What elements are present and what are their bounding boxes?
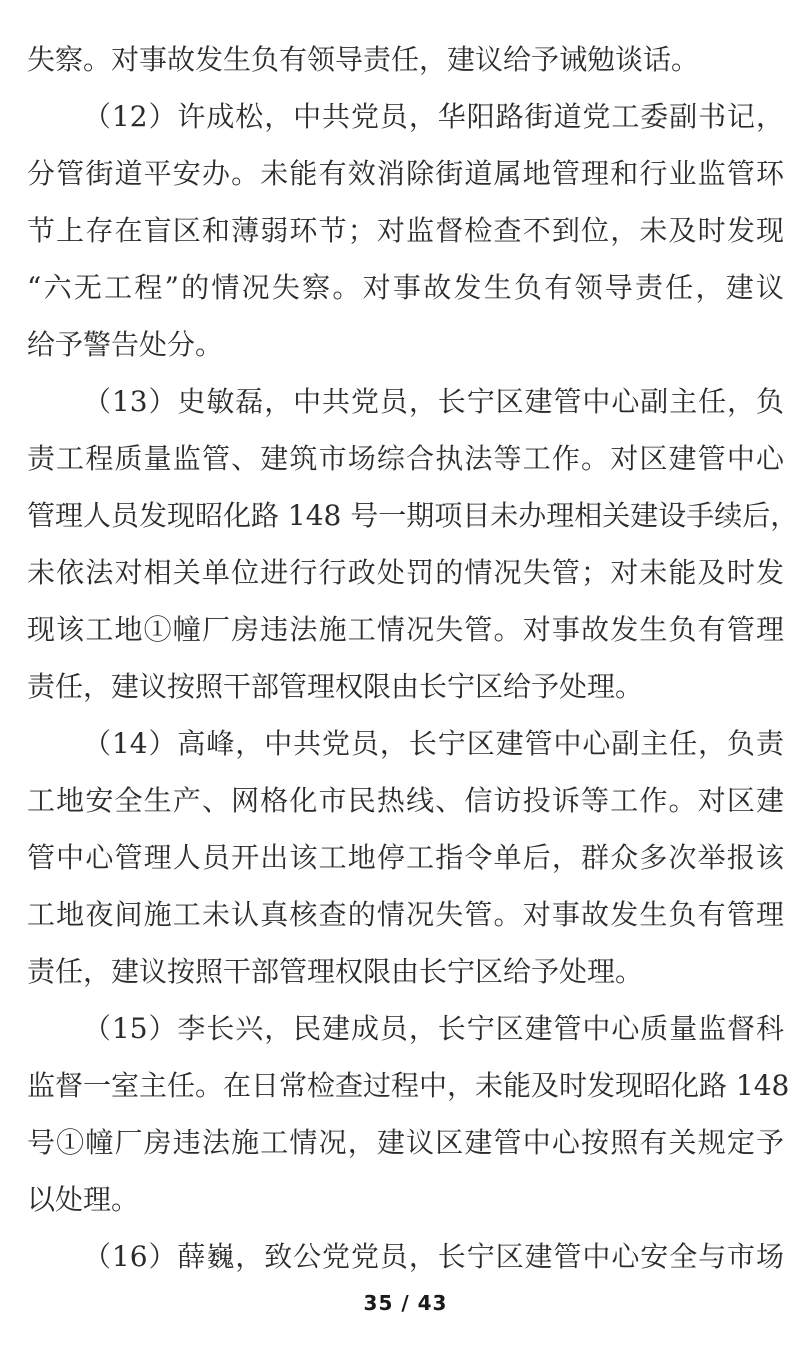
text-line: （13）史敏磊，中共党员，长宁区建管中心副主任，负 — [83, 385, 784, 418]
page-number: 35 / 43 — [363, 1291, 448, 1315]
text-line: 管理人员发现昭化路 148 号一期项目未办理相关建设手续后， — [27, 499, 799, 532]
text-line: （14）高峰，中共党员，长宁区建管中心副主任，负责 — [83, 727, 784, 760]
text-line: （16）薛巍，致公党党员，长宁区建管中心安全与市场 — [83, 1240, 784, 1273]
text-line: 责工程质量监管、建筑市场综合执法等工作。对区建管中心 — [27, 442, 784, 475]
text-line: （15）李长兴，民建成员，长宁区建管中心质量监督科 — [83, 1012, 784, 1045]
text-line: 管中心管理人员开出该工地停工指令单后，群众多次举报该 — [27, 841, 784, 874]
text-line: 节上存在盲区和薄弱环节；对监督检查不到位，未及时发现 — [27, 214, 784, 247]
text-line: （12）许成松，中共党员，华阳路街道党工委副书记， — [83, 100, 784, 133]
text-line: 失察。对事故发生负有领导责任，建议给予诫勉谈话。 — [27, 43, 700, 76]
text-line: “六无工程”的情况失察。对事故发生负有领导责任，建议 — [27, 271, 784, 304]
text-line: 责任，建议按照干部管理权限由长宁区给予处理。 — [27, 955, 644, 988]
text-line: 给予警告处分。 — [27, 328, 224, 361]
text-line: 监督一室主任。在日常检查过程中，未能及时发现昭化路 148 — [27, 1069, 790, 1102]
text-line: 号①幢厂房违法施工情况，建议区建管中心按照有关规定予 — [27, 1126, 784, 1159]
text-line: 以处理。 — [27, 1183, 140, 1216]
text-line: 未依法对相关单位进行行政处罚的情况失管；对未能及时发 — [27, 556, 784, 589]
text-line: 责任，建议按照干部管理权限由长宁区给予处理。 — [27, 670, 644, 703]
text-line: 分管街道平安办。未能有效消除街道属地管理和行业监管环 — [27, 157, 784, 190]
text-line: 现该工地①幢厂房违法施工情况失管。对事故发生负有管理 — [27, 613, 784, 646]
text-line: 工地安全生产、网格化市民热线、信访投诉等工作。对区建 — [27, 784, 784, 817]
document-body — [27, 31, 799, 1285]
text-line: 工地夜间施工未认真核查的情况失管。对事故发生负有管理 — [27, 898, 784, 931]
